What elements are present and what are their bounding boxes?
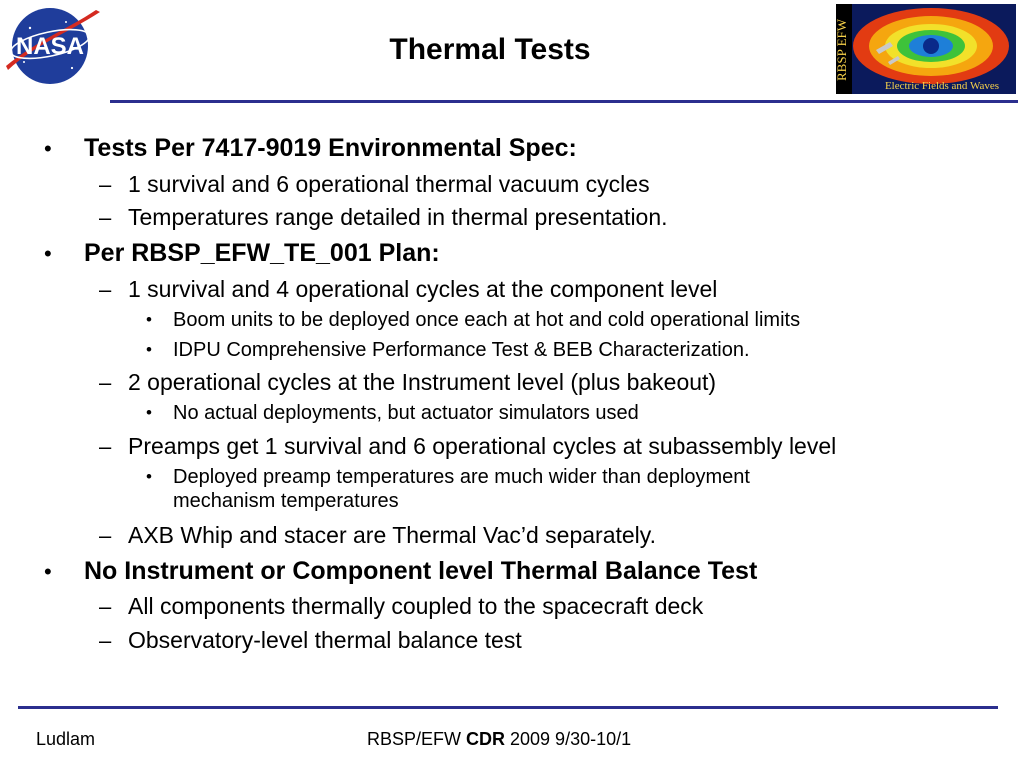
sub-sub-bullet-continuation: mechanism temperatures bbox=[173, 490, 399, 512]
sub-bullet: Preamps get 1 survival and 6 operational cycles at subassembly level bbox=[128, 433, 837, 459]
bullet-environmental-spec: Tests Per 7417-9019 Environmental Spec: bbox=[84, 134, 577, 162]
svg-text:NASA: NASA bbox=[15, 33, 85, 60]
dash-marker: – bbox=[99, 205, 112, 230]
header-divider bbox=[110, 100, 1018, 103]
dash-marker: – bbox=[99, 277, 112, 302]
dash-marker: – bbox=[99, 628, 112, 653]
sub-bullet: AXB Whip and stacer are Thermal Vac’d separately. bbox=[128, 522, 656, 548]
sub-sub-marker: • bbox=[146, 310, 152, 329]
sub-bullet: 1 survival and 4 operational cycles at the component level bbox=[128, 276, 718, 302]
dash-marker: – bbox=[99, 434, 112, 459]
sub-sub-bullet: Boom units to be deployed once each at hot and cold operational limits bbox=[173, 309, 801, 331]
sub-sub-marker: • bbox=[146, 403, 152, 422]
sub-sub-bullet: IDPU Comprehensive Performance Test & BEB Characterization. bbox=[173, 339, 750, 361]
dash-marker: – bbox=[99, 523, 112, 548]
footer-author: Ludlam bbox=[36, 729, 96, 749]
bullet-marker: • bbox=[44, 241, 52, 266]
sub-bullet: Observatory-level thermal balance test bbox=[128, 627, 522, 653]
footer-event-cdr: CDR bbox=[466, 729, 506, 749]
sub-sub-marker: • bbox=[146, 467, 152, 486]
sub-bullet: All components thermally coupled to the spacecraft deck bbox=[128, 593, 704, 619]
sub-bullet: 1 survival and 6 operational thermal vacuum cycles bbox=[128, 171, 650, 197]
footer-event-date: 2009 9/30-10/1 bbox=[505, 729, 632, 749]
sub-bullet: Temperatures range detailed in thermal presentation. bbox=[128, 204, 668, 230]
bullet-marker: • bbox=[44, 136, 52, 161]
svg-text:RBSP EFW: RBSP EFW bbox=[834, 18, 849, 82]
sub-sub-bullet: Deployed preamp temperatures are much wider than deployment bbox=[173, 466, 750, 488]
sub-sub-bullet: No actual deployments, but actuator simulators used bbox=[173, 402, 639, 424]
bullet-no-thermal-balance: No Instrument or Component level Thermal Balance Test bbox=[84, 557, 758, 585]
dash-marker: – bbox=[99, 594, 112, 619]
footer-event-prefix: RBSP/EFW bbox=[367, 729, 467, 749]
bullet-te-plan: Per RBSP_EFW_TE_001 Plan: bbox=[84, 239, 440, 267]
slide-title: Thermal Tests bbox=[389, 33, 591, 66]
sub-sub-marker: • bbox=[146, 340, 152, 359]
dash-marker: – bbox=[99, 370, 112, 395]
sub-bullet: 2 operational cycles at the Instrument level (plus bakeout) bbox=[128, 369, 717, 395]
dash-marker: – bbox=[99, 172, 112, 197]
footer-event bbox=[367, 729, 631, 750]
footer-divider bbox=[18, 706, 998, 709]
svg-text:Electric Fields and Waves: Electric Fields and Waves bbox=[884, 80, 1000, 92]
bullet-marker: • bbox=[44, 559, 52, 584]
